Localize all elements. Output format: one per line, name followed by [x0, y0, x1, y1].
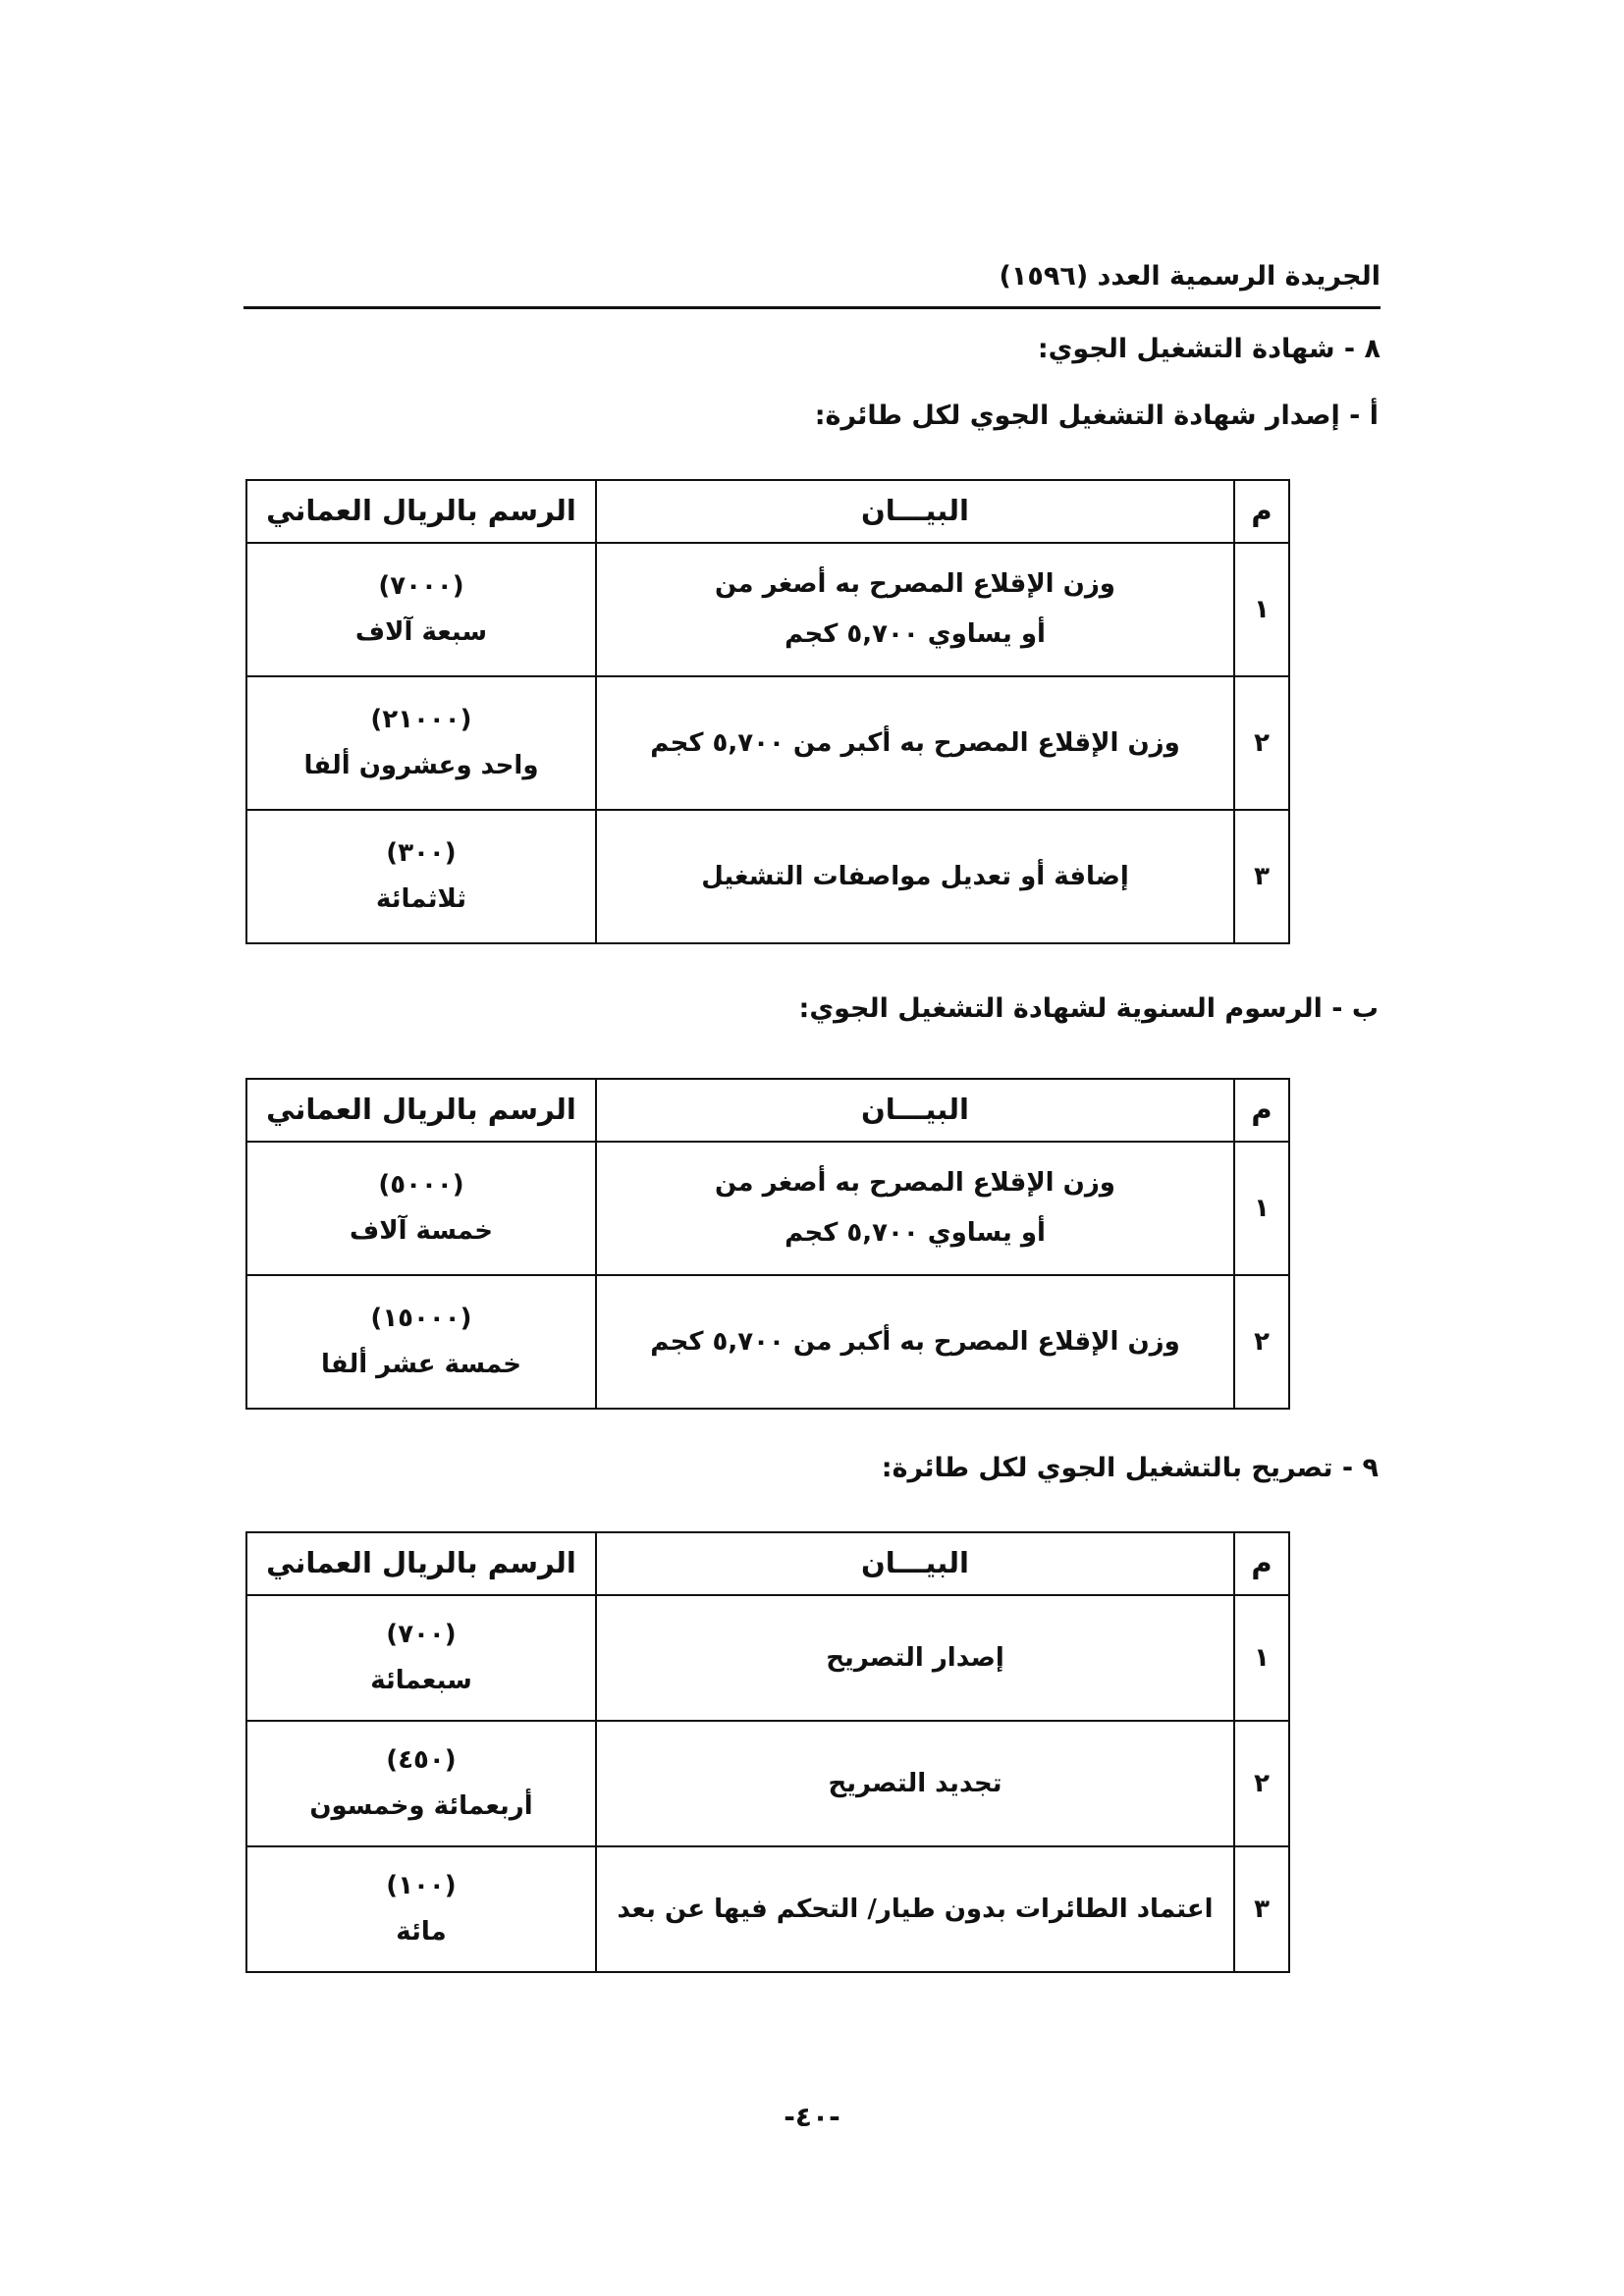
fees-table-8a — [245, 479, 1290, 944]
fee-words: واحد وعشرون ألفا — [303, 751, 539, 780]
section-9-heading: ٩ - تصريح بالتشغيل الجوي لكل طائرة: — [881, 1453, 1379, 1483]
row-description — [596, 1142, 1234, 1275]
row-fee — [246, 1846, 596, 1972]
row-number: ٣ — [1234, 810, 1289, 943]
row-number: ٢ — [1234, 1275, 1289, 1409]
fee-amount: (٢١٠٠٠) — [370, 705, 472, 734]
row-description — [596, 1275, 1234, 1409]
page-number: -٤٠- — [784, 2101, 840, 2133]
table-header-row — [246, 1079, 1289, 1142]
row-number: ٢ — [1234, 1721, 1289, 1846]
fee-amount: (٣٠٠) — [386, 838, 457, 868]
row-description — [596, 676, 1234, 810]
row-number: ١ — [1234, 543, 1289, 676]
column-header-desc: البيـــان — [596, 1532, 1234, 1595]
table-row — [246, 1142, 1289, 1275]
row-description — [596, 1846, 1234, 1972]
row-fee — [246, 676, 596, 810]
row-description — [596, 1595, 1234, 1721]
table-header-row — [246, 480, 1289, 543]
row-number: ٣ — [1234, 1846, 1289, 1972]
fee-amount: (١٠٠) — [386, 1871, 457, 1900]
fees-table-9 — [245, 1531, 1290, 1973]
fee-words: سبعمائة — [370, 1666, 472, 1695]
row-fee — [246, 1721, 596, 1846]
fee-words: خمسة آلاف — [350, 1216, 493, 1246]
gazette-title: الجريدة الرسمية العدد (١٥٩٦) — [999, 261, 1380, 292]
row-fee — [246, 1142, 596, 1275]
description-line: أو يساوي ٥,٧٠٠ كجم — [785, 1218, 1046, 1248]
description-line: إصدار التصريح — [826, 1642, 1004, 1673]
column-header-desc: البيـــان — [596, 480, 1234, 543]
description-line: اعتماد الطائرات بدون طيار/ التحكم فيها عن بعد — [617, 1894, 1214, 1924]
column-header-fee: الرسم بالريال العماني — [246, 1079, 596, 1142]
table-row — [246, 1275, 1289, 1409]
column-header-fee: الرسم بالريال العماني — [246, 480, 596, 543]
fee-amount: (٧٠٠٠) — [378, 571, 464, 601]
section-8b-heading: ب - الرسوم السنوية لشهادة التشغيل الجوي: — [798, 993, 1379, 1024]
description-line: وزن الإقلاع المصرح به أكبر من ٥,٧٠٠ كجم — [650, 1326, 1180, 1357]
fee-words: سبعة آلاف — [354, 617, 488, 647]
column-header-desc: البيـــان — [596, 1079, 1234, 1142]
table-header-row — [246, 1532, 1289, 1595]
column-header-fee: الرسم بالريال العماني — [246, 1532, 596, 1595]
description-line: إضافة أو تعديل مواصفات التشغيل — [701, 861, 1129, 891]
section-8a-heading: أ - إصدار شهادة التشغيل الجوي لكل طائرة: — [814, 400, 1379, 431]
page-header — [244, 253, 1380, 309]
row-fee — [246, 810, 596, 943]
table-row — [246, 810, 1289, 943]
row-number: ٢ — [1234, 676, 1289, 810]
row-number: ١ — [1234, 1595, 1289, 1721]
table-row — [246, 1721, 1289, 1846]
description-line: تجديد التصريح — [828, 1768, 1002, 1798]
row-number: ١ — [1234, 1142, 1289, 1275]
fee-amount: (٧٠٠) — [386, 1620, 457, 1649]
row-description — [596, 1721, 1234, 1846]
description-line: أو يساوي ٥,٧٠٠ كجم — [785, 619, 1046, 649]
row-fee — [246, 1595, 596, 1721]
fee-amount: (١٥٠٠٠) — [370, 1304, 472, 1333]
table-row — [246, 1846, 1289, 1972]
column-header-num: م — [1234, 1532, 1289, 1595]
fee-words: مائة — [396, 1917, 447, 1947]
description-line: وزن الإقلاع المصرح به أكبر من ٥,٧٠٠ كجم — [650, 727, 1180, 758]
table-row — [246, 1595, 1289, 1721]
column-header-num: م — [1234, 1079, 1289, 1142]
description-line: وزن الإقلاع المصرح به أصغر من — [715, 569, 1115, 599]
fee-words: أربعمائة وخمسون — [309, 1791, 533, 1821]
table-row — [246, 543, 1289, 676]
fee-amount: (٥٠٠٠) — [378, 1170, 464, 1200]
table-row — [246, 676, 1289, 810]
fee-amount: (٤٥٠) — [386, 1745, 457, 1775]
fee-words: خمسة عشر ألفا — [320, 1350, 522, 1379]
column-header-num: م — [1234, 480, 1289, 543]
row-description — [596, 543, 1234, 676]
fees-table-8b — [245, 1078, 1290, 1410]
section-8-heading: ٨ - شهادة التشغيل الجوي: — [1037, 334, 1380, 364]
fee-words: ثلاثمائة — [376, 884, 466, 914]
description-line: وزن الإقلاع المصرح به أصغر من — [715, 1168, 1115, 1198]
row-description — [596, 810, 1234, 943]
row-fee — [246, 543, 596, 676]
row-fee — [246, 1275, 596, 1409]
